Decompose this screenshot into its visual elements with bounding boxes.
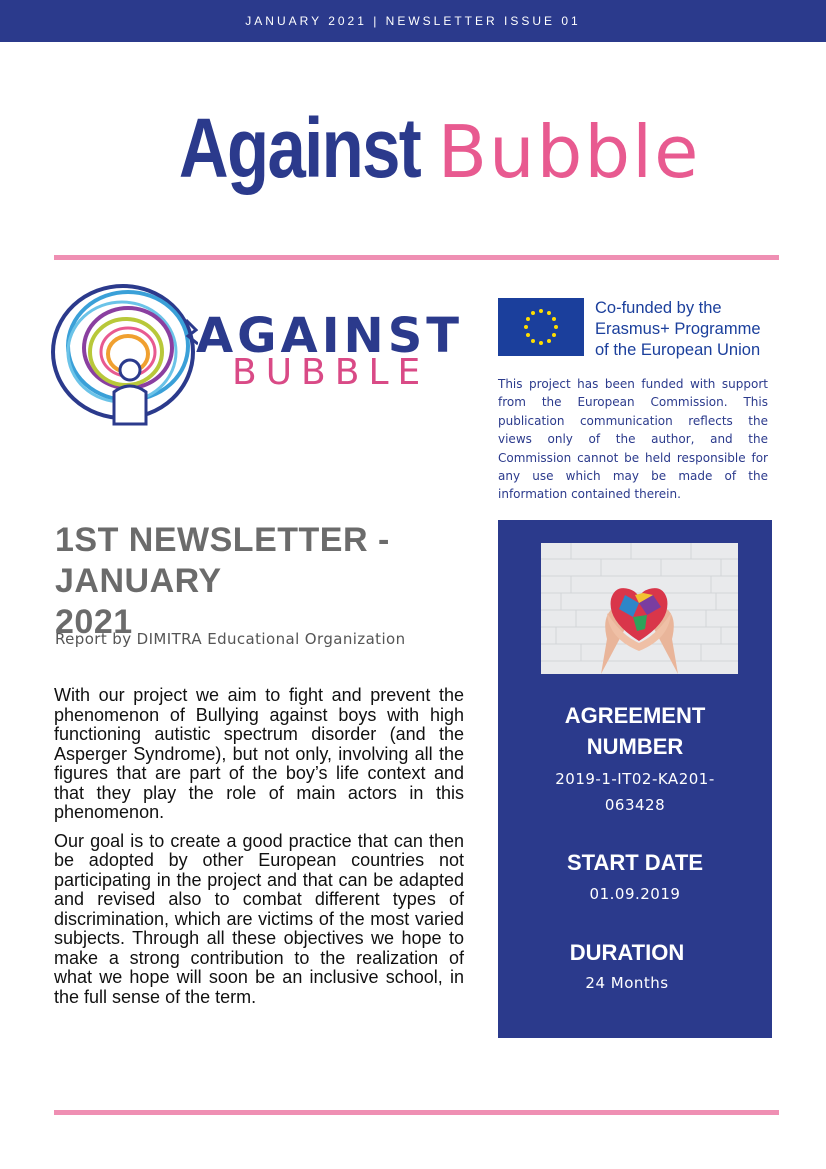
project-info-panel	[498, 520, 772, 1038]
logo-text-against: AGAINST	[196, 308, 464, 364]
top-divider	[54, 255, 779, 260]
eu-disclaimer: This project has been funded with support from the European Commission. This publication communication reflects the views only of the author, and the Commission cannot be held responsible for any use which may be made of the information contained therein.	[498, 377, 768, 502]
masthead-title	[0, 100, 826, 210]
agreement-value	[498, 766, 772, 818]
article-paragraph-1: With our project we aim to fight and prevent the phenomenon of Bullying against boys with high functioning autistic spectrum disorder (and the Asperger Syndrome), but not only, involving all the figures that are part of the boy’s life context and that they play the role of main actors in this phenomenon.	[54, 685, 464, 822]
agreement-label-line-1: AGREEMENT	[564, 703, 706, 728]
agreement-value-line-1: 2019-1-IT02-KA201-	[555, 770, 715, 788]
logo-text-bubble: BUBBLE	[232, 352, 430, 393]
eu-cofunding-badge	[498, 298, 774, 358]
start-date-value: 01.09.2019	[589, 885, 681, 903]
bottom-divider	[54, 1110, 779, 1115]
agreement-value-line-2: 063428	[604, 796, 666, 814]
headline-line-2: 2021	[55, 603, 133, 641]
eu-flag-icon	[498, 298, 584, 356]
byline: Report by DIMITRA Educational Organization	[55, 630, 406, 648]
eu-line-2: Erasmus+ Programme	[595, 320, 761, 338]
start-date-label: START DATE	[566, 850, 704, 875]
article-paragraph-2: Our goal is to create a good practice that can then be adopted by other European countries not participating in the project and that can be adapted and revised also to combat different types of discrimination, which are victims of the most varied subjects. Through all these objectives we hope to make a strong contribution to the realization of what we hope will soon be an inclusive school, in the full sense of the term.	[54, 830, 464, 1007]
duration-value: 24 Months	[585, 974, 669, 992]
eu-line-3: of the European Union	[595, 341, 761, 359]
masthead-word-bubble: Bubble	[437, 110, 701, 194]
agreement-label	[498, 700, 772, 762]
agreement-label-line-2: NUMBER	[586, 734, 684, 759]
headline-line-1: 1ST NEWSLETTER - JANUARY	[55, 521, 390, 600]
eu-cofunding-text	[595, 298, 780, 361]
newsletter-headline	[55, 520, 465, 643]
spiral-head-icon	[48, 280, 198, 430]
article-body	[54, 686, 464, 1016]
eu-line-1: Co-funded by the	[595, 299, 722, 317]
duration-label: DURATION	[569, 940, 685, 965]
issue-line: JANUARY 2021 | NEWSLETTER ISSUE 01	[245, 14, 581, 28]
project-logo	[48, 280, 463, 430]
top-banner	[0, 0, 826, 42]
masthead-word-against: Against	[178, 101, 420, 195]
hands-heart-photo	[541, 543, 738, 674]
